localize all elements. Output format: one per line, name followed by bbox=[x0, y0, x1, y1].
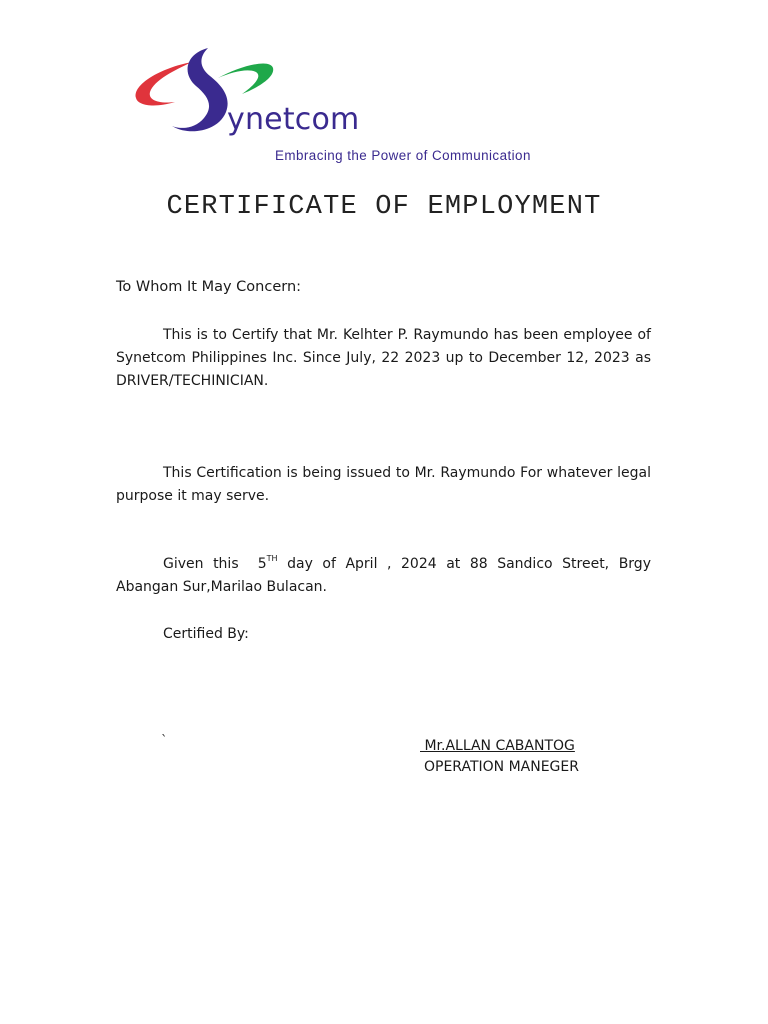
logo-tagline: Embracing the Power of Communication bbox=[275, 148, 531, 163]
signatory-title: OPERATION MANEGER bbox=[424, 759, 579, 775]
issuance-paragraph bbox=[116, 553, 651, 599]
employment-paragraph: This is to Certify that Mr. Kelhter P. Raymundo has been employee of Synetcom Philippines Inc. Since July, 22 2023 up to December 12, 2023 as DRIVER/TECHINICIAN. bbox=[116, 327, 651, 389]
company-logo bbox=[130, 40, 630, 163]
given-rest: day of April , 2024 at 88 Sandico Street, Brgy Abangan Sur,Marilao Bulacan. bbox=[116, 556, 651, 595]
certificate-title: CERTIFICATE OF EMPLOYMENT bbox=[166, 192, 602, 222]
stray-mark: ` bbox=[161, 734, 168, 749]
certified-by-label: Certified By: bbox=[163, 626, 249, 642]
salutation: To Whom It May Concern: bbox=[116, 279, 302, 295]
given-ordinal: TH bbox=[266, 554, 278, 563]
given-lead: Given this 5 bbox=[163, 556, 267, 572]
logo-wordmark: ynetcom bbox=[227, 102, 360, 137]
synetcom-s-swoosh-icon bbox=[130, 40, 630, 140]
purpose-paragraph: This Certification is being issued to Mr. Raymundo For whatever legal purpose it may serve. bbox=[116, 465, 651, 504]
signatory-name: Mr.ALLAN CABANTOG bbox=[420, 738, 575, 754]
